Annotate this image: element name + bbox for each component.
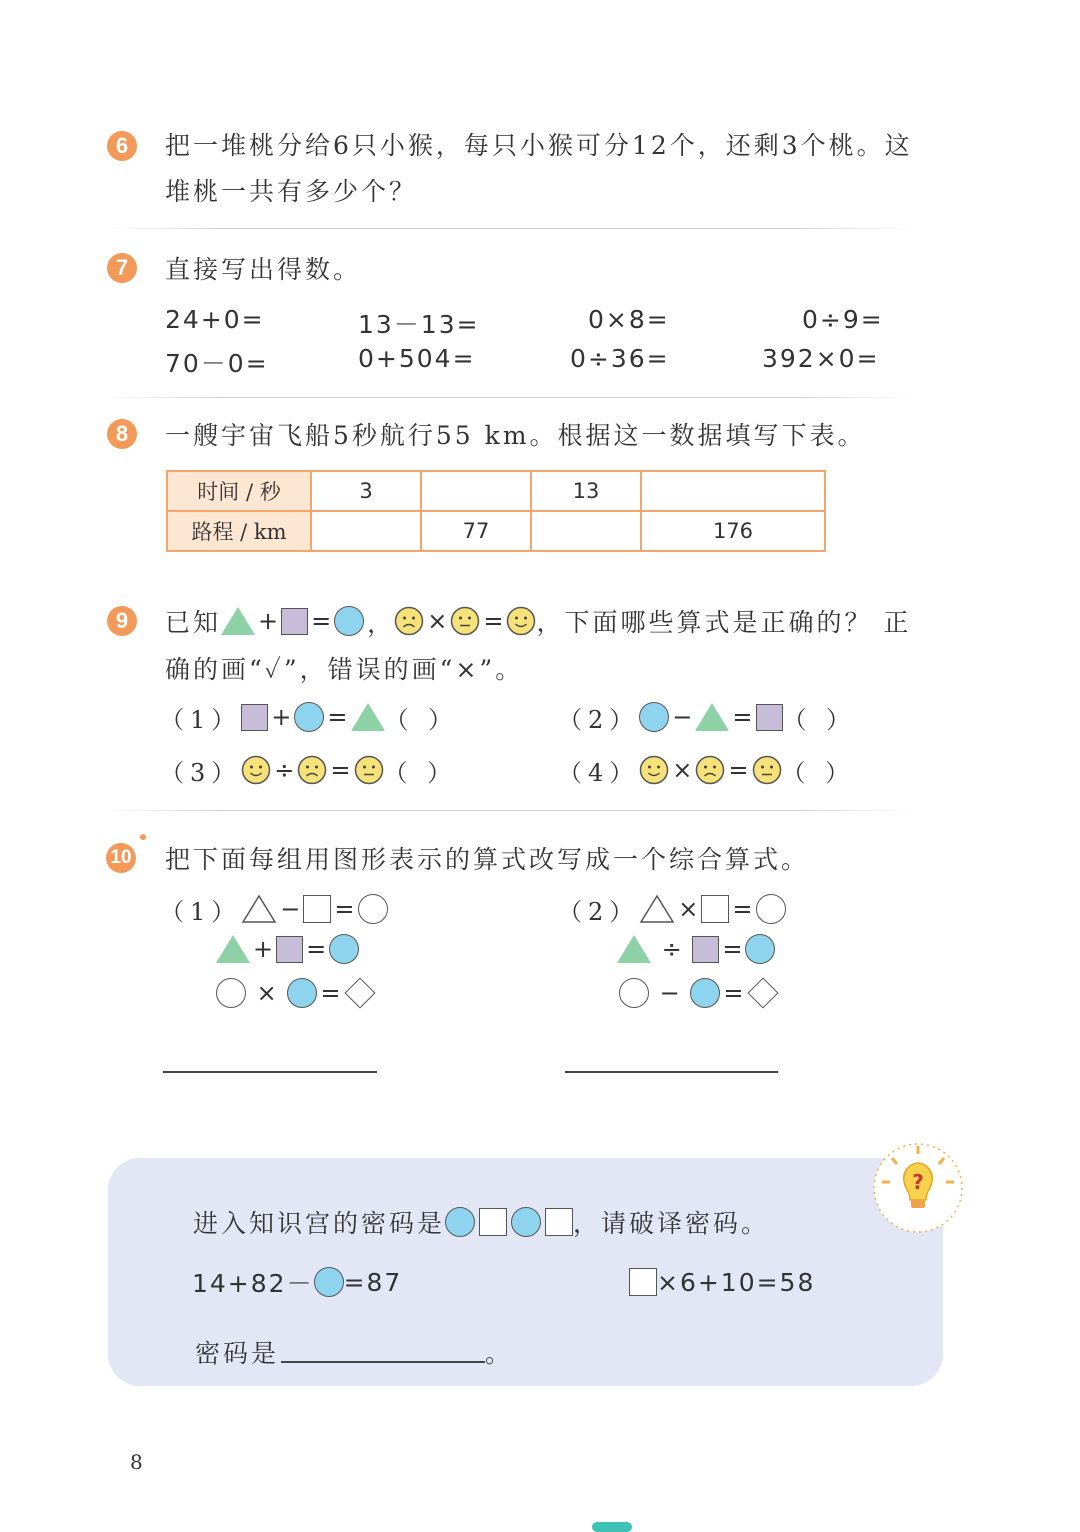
answer-line[interactable] — [565, 1071, 778, 1073]
eq1-left: 14+82－ — [192, 1269, 314, 1298]
answer-end: 。 — [485, 1339, 514, 1368]
q9-item-4: （4） × = （ ） — [558, 753, 855, 787]
q10-group1-row3: × = — [216, 977, 377, 1009]
q6-line2: 堆桃一共有多少个？ — [165, 177, 418, 206]
q10-group1-row1: （1） − = — [160, 893, 388, 925]
square-outline-icon — [479, 1208, 507, 1236]
q7-title: 直接写出得数。 — [165, 255, 362, 284]
page-number: 8 — [130, 1450, 143, 1474]
triangle-icon — [216, 935, 250, 963]
table-header-distance: 路程 / km — [167, 511, 311, 551]
table-cell[interactable] — [311, 511, 421, 551]
diamond-outline-icon — [345, 977, 376, 1008]
answer-paren[interactable]: （ ） — [384, 705, 459, 734]
divider — [105, 397, 915, 398]
diamond-outline-icon — [748, 977, 779, 1008]
table-cell[interactable]: 176 — [641, 511, 825, 551]
circle-icon — [445, 1207, 475, 1237]
square-icon — [276, 936, 303, 963]
q10-group2-row3: − = — [619, 977, 780, 1009]
item-label: （4） — [558, 758, 640, 787]
circle-icon — [511, 1207, 541, 1237]
q9-item-2: （2） − = （ ） — [558, 700, 856, 734]
svg-text:?: ? — [912, 1170, 924, 1194]
question-number-8: 8 — [107, 419, 137, 449]
group-label: （2） — [558, 897, 640, 926]
table-cell[interactable]: 3 — [311, 471, 421, 511]
star-mark-icon — [140, 834, 146, 840]
q9-prefix: 已知 — [165, 608, 222, 637]
circle-icon — [287, 978, 317, 1008]
answer-paren[interactable]: （ ） — [782, 705, 857, 734]
square-icon — [281, 608, 308, 635]
smile-face-icon — [241, 755, 271, 785]
q6-line1: 把一堆桃分给6只小猴，每只小猴可分12个，还剩3个桃。这 — [165, 131, 913, 160]
lightbulb-icon — [866, 1136, 972, 1236]
speed-table — [166, 470, 826, 552]
puzzle-suffix: ，请破译密码。 — [573, 1209, 770, 1238]
q9-line1: 已知 + = ， × = ，下面哪些算式是正确的？ 正 — [165, 603, 911, 639]
circle-outline-icon — [756, 894, 786, 924]
circle-icon — [314, 1267, 344, 1297]
answer-line[interactable] — [281, 1361, 485, 1363]
calc-expression: 0÷36= — [570, 344, 670, 373]
smile-face-icon — [506, 606, 536, 636]
answer-line[interactable] — [163, 1071, 377, 1073]
circle-icon — [334, 606, 364, 636]
item-label: （3） — [160, 758, 242, 787]
puzzle-prefix: 进入知识宫的密码是 — [193, 1209, 446, 1238]
triangle-icon — [351, 703, 385, 731]
q10-group2-row2: ÷ = — [617, 933, 775, 965]
item-label: （2） — [558, 705, 640, 734]
eq2-right: ×6+10=58 — [657, 1267, 816, 1297]
table-row — [167, 511, 825, 551]
table-cell[interactable]: 13 — [531, 471, 641, 511]
table-cell[interactable] — [531, 511, 641, 551]
eq1-right: =87 — [343, 1267, 403, 1297]
square-icon — [241, 704, 268, 731]
circle-outline-icon — [358, 894, 388, 924]
square-icon — [692, 936, 719, 963]
divider — [105, 810, 915, 811]
circle-icon — [329, 934, 359, 964]
question-number-9: 9 — [107, 606, 137, 636]
q9-suffix: ，下面哪些算式是正确的？ 正 — [536, 608, 912, 637]
calc-expression: 70－0= — [165, 349, 269, 378]
calc-expression: 13－13= — [358, 310, 480, 339]
q9-item-3: （3） ÷ = （ ） — [160, 753, 457, 787]
calc-expression: 24+0= — [165, 305, 265, 334]
q8-title: 一艘宇宙飞船5秒航行55 km。根据这一数据填写下表。 — [165, 421, 866, 450]
circle-outline-icon — [619, 978, 649, 1008]
calc-expression: 0+504= — [358, 344, 476, 373]
calc-expression: 0÷9= — [802, 305, 884, 334]
q10-title: 把下面每组用图形表示的算式改写成一个综合算式。 — [165, 845, 810, 874]
group-label: （1） — [160, 897, 242, 926]
calc-expression: 392×0= — [762, 344, 880, 373]
circle-icon — [745, 934, 775, 964]
question-number-10: 10 — [106, 843, 136, 873]
q10-group1-row2: + = — [216, 933, 359, 965]
square-outline-icon — [629, 1268, 657, 1296]
answer-paren[interactable]: （ ） — [781, 758, 856, 787]
neutral-face-icon — [752, 755, 782, 785]
q9-item-1: （1） + = （ ） — [160, 700, 458, 734]
sad-face-icon — [297, 755, 327, 785]
circle-icon — [690, 978, 720, 1008]
triangle-outline-icon — [639, 894, 675, 924]
divider — [105, 228, 915, 229]
square-outline-icon — [701, 895, 729, 923]
neutral-face-icon — [354, 755, 384, 785]
table-cell[interactable] — [421, 471, 531, 511]
triangle-icon — [221, 607, 255, 635]
triangle-icon — [695, 703, 729, 731]
answer-paren[interactable]: （ ） — [383, 758, 458, 787]
circle-icon — [639, 702, 669, 732]
table-cell[interactable] — [641, 471, 825, 511]
q10-group2-row1: （2） × = — [558, 893, 786, 925]
square-outline-icon — [303, 895, 331, 923]
neutral-face-icon — [450, 606, 480, 636]
question-number-6: 6 — [107, 131, 137, 161]
table-header-time: 时间 / 秒 — [167, 471, 311, 511]
calc-expression: 0×8= — [588, 305, 670, 334]
circle-outline-icon — [216, 978, 246, 1008]
item-label: （1） — [160, 705, 242, 734]
bottom-tab-decoration — [592, 1522, 632, 1532]
puzzle-line1 — [193, 1205, 769, 1239]
triangle-icon — [617, 935, 651, 963]
puzzle-eq1 — [192, 1265, 402, 1299]
puzzle-eq2 — [629, 1265, 815, 1299]
q9-line2: 确的画“✓”，错误的画“×”。 — [165, 655, 524, 684]
circle-icon — [294, 702, 324, 732]
answer-label: 密码是 — [195, 1339, 280, 1368]
square-outline-icon — [545, 1208, 573, 1236]
square-icon — [756, 704, 783, 731]
sad-face-icon — [394, 606, 424, 636]
smile-face-icon — [639, 755, 669, 785]
table-cell[interactable]: 77 — [421, 511, 531, 551]
sad-face-icon — [695, 755, 725, 785]
table-row — [167, 471, 825, 511]
triangle-outline-icon — [241, 894, 277, 924]
question-number-7: 7 — [107, 253, 137, 283]
